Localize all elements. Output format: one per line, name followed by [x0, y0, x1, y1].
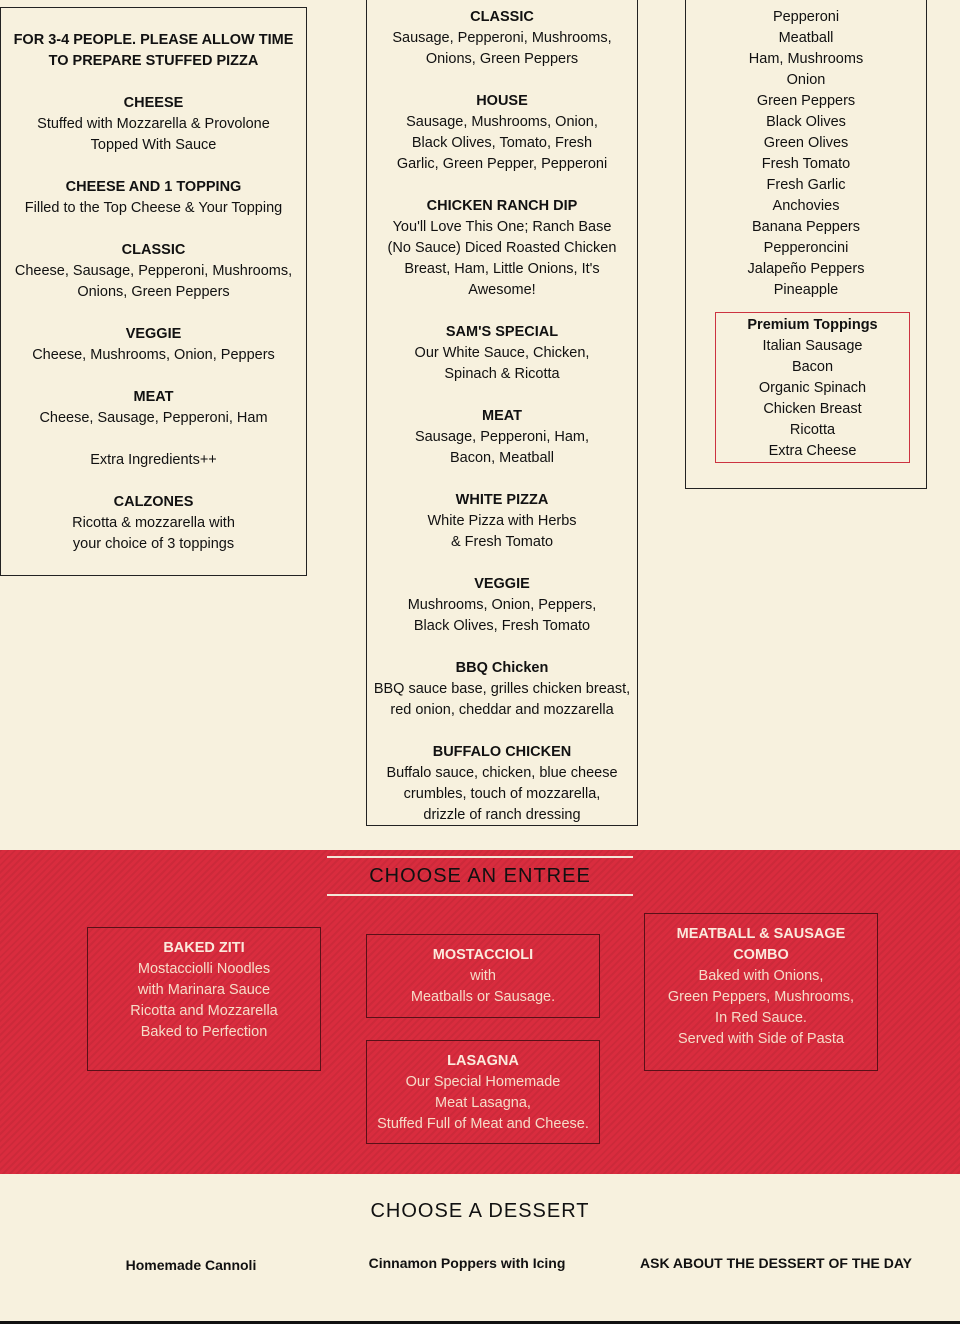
item-desc: White Pizza with Herbs [427, 513, 577, 529]
item-desc: Garlic, Green Pepper, Pepperoni [396, 156, 608, 172]
stuffed-pizza-section [0, 7, 307, 576]
specialty-item-meat [367, 406, 637, 469]
item-name: CHICKEN RANCH DIP [426, 198, 578, 214]
item-name: CHEESE [123, 95, 184, 111]
item-desc: Black Olives, Tomato, Fresh [411, 135, 593, 151]
item-desc: BBQ sauce base, grilles chicken breast, [373, 681, 631, 697]
entree-desc: Green Peppers, Mushrooms, [667, 989, 855, 1005]
item-desc: Breast, Ham, Little Onions, It's [404, 261, 600, 277]
entree-name: LASAGNA [447, 1053, 519, 1069]
stuffed-item-cheese [1, 93, 306, 156]
item-name: CLASSIC [121, 242, 186, 258]
stuffed-intro-line-2: TO PREPARE STUFFED PIZZA [48, 53, 259, 69]
item-desc: & Fresh Tomato [450, 534, 554, 550]
item-desc: Onions, Green Peppers [77, 284, 230, 300]
dessert-title: CHOOSE A DESSERT [370, 1200, 590, 1222]
stuffed-item-meat [1, 387, 306, 429]
item-desc: Sausage, Pepperoni, Ham, [414, 429, 590, 445]
item-desc: Stuffed with Mozzarella & Provolone [37, 116, 270, 132]
specialty-item-house [367, 91, 637, 175]
dessert-cinnamon-poppers: Cinnamon Poppers with Icing [368, 1255, 566, 1271]
specialty-item-bbq-chicken [367, 658, 637, 721]
entree-desc: Baked to Perfection [140, 1024, 268, 1040]
item-name: VEGGIE [125, 326, 182, 342]
item-desc: Bacon, Meatball [450, 450, 554, 466]
item-desc: Our White Sauce, Chicken, [414, 345, 590, 361]
topping-item: Meatball [778, 30, 834, 46]
topping-item: Pineapple [773, 282, 839, 298]
item-desc: Cheese, Sausage, Pepperoni, Mushrooms, [14, 263, 293, 279]
entree-desc: with Marinara Sauce [137, 982, 271, 998]
entree-desc: Our Special Homemade [405, 1074, 561, 1090]
item-name: VEGGIE [474, 576, 530, 592]
topping-item: Pepperoncini [763, 240, 849, 256]
item-name: MEAT [133, 389, 174, 405]
item-desc: You'll Love This One; Ranch Base [392, 219, 612, 235]
item-desc: Ricotta & mozzarella with [72, 515, 235, 531]
dessert-cannoli: Homemade Cannoli [125, 1257, 257, 1273]
item-name: BUFFALO CHICKEN [432, 744, 572, 760]
entree-desc: Baked with Onions, [698, 968, 824, 984]
item-name: WHITE PIZZA [455, 492, 549, 508]
entree-section [0, 850, 960, 1174]
specialty-item-buffalo-chicken [367, 742, 637, 826]
item-name: MEAT [481, 408, 522, 424]
entree-desc: with [470, 968, 496, 984]
entree-desc: Served with Side of Pasta [677, 1031, 845, 1047]
topping-item: Ham, Mushrooms [748, 51, 864, 67]
dessert-of-the-day: ASK ABOUT THE DESSERT OF THE DAY [640, 1255, 912, 1271]
calzones [1, 492, 306, 555]
premium-toppings-title: Premium Toppings [747, 317, 878, 333]
topping-item: Onion [786, 72, 826, 88]
item-desc: red onion, cheddar and mozzarella [390, 702, 614, 718]
premium-topping-item: Chicken Breast [763, 401, 862, 417]
item-name: HOUSE [476, 93, 528, 109]
topping-item: Banana Peppers [751, 219, 861, 235]
entree-name: COMBO [733, 947, 789, 963]
entree-desc: Meat Lasagna, [435, 1095, 531, 1111]
specialty-item-sams-special [367, 322, 637, 385]
item-desc: Buffalo sauce, chicken, blue cheese [386, 765, 618, 781]
entree-desc: Meatballs or Sausage. [410, 989, 556, 1005]
item-desc: Sausage, Pepperoni, Mushrooms, [392, 30, 612, 46]
item-desc: Cheese, Mushrooms, Onion, Peppers [32, 347, 275, 363]
item-desc: drizzle of ranch dressing [423, 807, 581, 823]
topping-item: Jalapeño Peppers [747, 261, 865, 277]
item-desc: Onions, Green Peppers [425, 51, 579, 67]
premium-topping-item: Italian Sausage [762, 338, 863, 354]
specialty-item-white-pizza [367, 490, 637, 553]
item-desc: Filled to the Top Cheese & Your Topping [24, 200, 283, 216]
premium-topping-item: Organic Spinach [758, 380, 867, 396]
extra-ingredients: Extra Ingredients++ [90, 452, 217, 468]
item-name: CLASSIC [470, 9, 534, 25]
stuffed-item-veggie [1, 324, 306, 366]
specialty-item-classic [367, 7, 637, 70]
item-name: CHEESE AND 1 TOPPING [65, 179, 242, 195]
item-name: BBQ Chicken [455, 660, 549, 676]
entree-desc: In Red Sauce. [715, 1010, 807, 1026]
topping-item: Green Peppers [756, 93, 856, 109]
entree-lasagna [366, 1040, 600, 1144]
specialty-item-chicken-ranch-dip [367, 196, 637, 301]
entree-mostaccioli [366, 934, 600, 1018]
item-desc: your choice of 3 toppings [72, 536, 235, 552]
item-desc: Awesome! [468, 282, 536, 298]
item-name: SAM'S SPECIAL [445, 324, 559, 340]
topping-item: Fresh Tomato [761, 156, 851, 172]
item-desc: Topped With Sauce [90, 137, 217, 153]
stuffed-intro-line-1: FOR 3-4 PEOPLE. PLEASE ALLOW TIME [13, 32, 294, 48]
topping-item: Pepperoni [772, 9, 840, 25]
topping-item: Fresh Garlic [766, 177, 846, 193]
item-desc: Spinach & Ricotta [444, 366, 560, 382]
specialty-item-veggie [367, 574, 637, 637]
entree-desc: Stuffed Full of Meat and Cheese. [377, 1116, 589, 1132]
premium-topping-item: Extra Cheese [768, 443, 857, 459]
premium-topping-item: Bacon [791, 359, 834, 375]
item-desc: (No Sauce) Diced Roasted Chicken [387, 240, 617, 256]
topping-item: Green Olives [763, 135, 849, 151]
toppings-section [685, 0, 927, 489]
item-name: CALZONES [113, 494, 194, 510]
stuffed-item-classic [1, 240, 306, 303]
premium-topping-item: Ricotta [789, 422, 836, 438]
entree-meatball-sausage-combo [644, 913, 878, 1071]
entree-desc: Ricotta and Mozzarella [130, 1003, 278, 1019]
item-desc: Sausage, Mushrooms, Onion, [406, 114, 598, 130]
item-desc: crumbles, touch of mozzarella, [403, 786, 601, 802]
item-desc: Black Olives, Fresh Tomato [413, 618, 591, 634]
entree-name: MOSTACCIOLI [432, 947, 534, 963]
item-desc: Mushrooms, Onion, Peppers, [407, 597, 597, 613]
entree-name: BAKED ZITI [163, 940, 245, 956]
entree-title: CHOOSE AN ENTREE [327, 856, 633, 896]
specialty-pizza-section [366, 0, 638, 826]
stuffed-item-cheese-and-topping [1, 177, 306, 219]
item-desc: Cheese, Sausage, Pepperoni, Ham [39, 410, 268, 426]
topping-item: Black Olives [766, 114, 846, 130]
premium-toppings-box [715, 312, 910, 463]
entree-desc: Mostacciolli Noodles [137, 961, 271, 977]
entree-baked-ziti [87, 927, 321, 1071]
entree-name: MEATBALL & SAUSAGE [676, 926, 846, 942]
topping-item: Anchovies [772, 198, 840, 214]
